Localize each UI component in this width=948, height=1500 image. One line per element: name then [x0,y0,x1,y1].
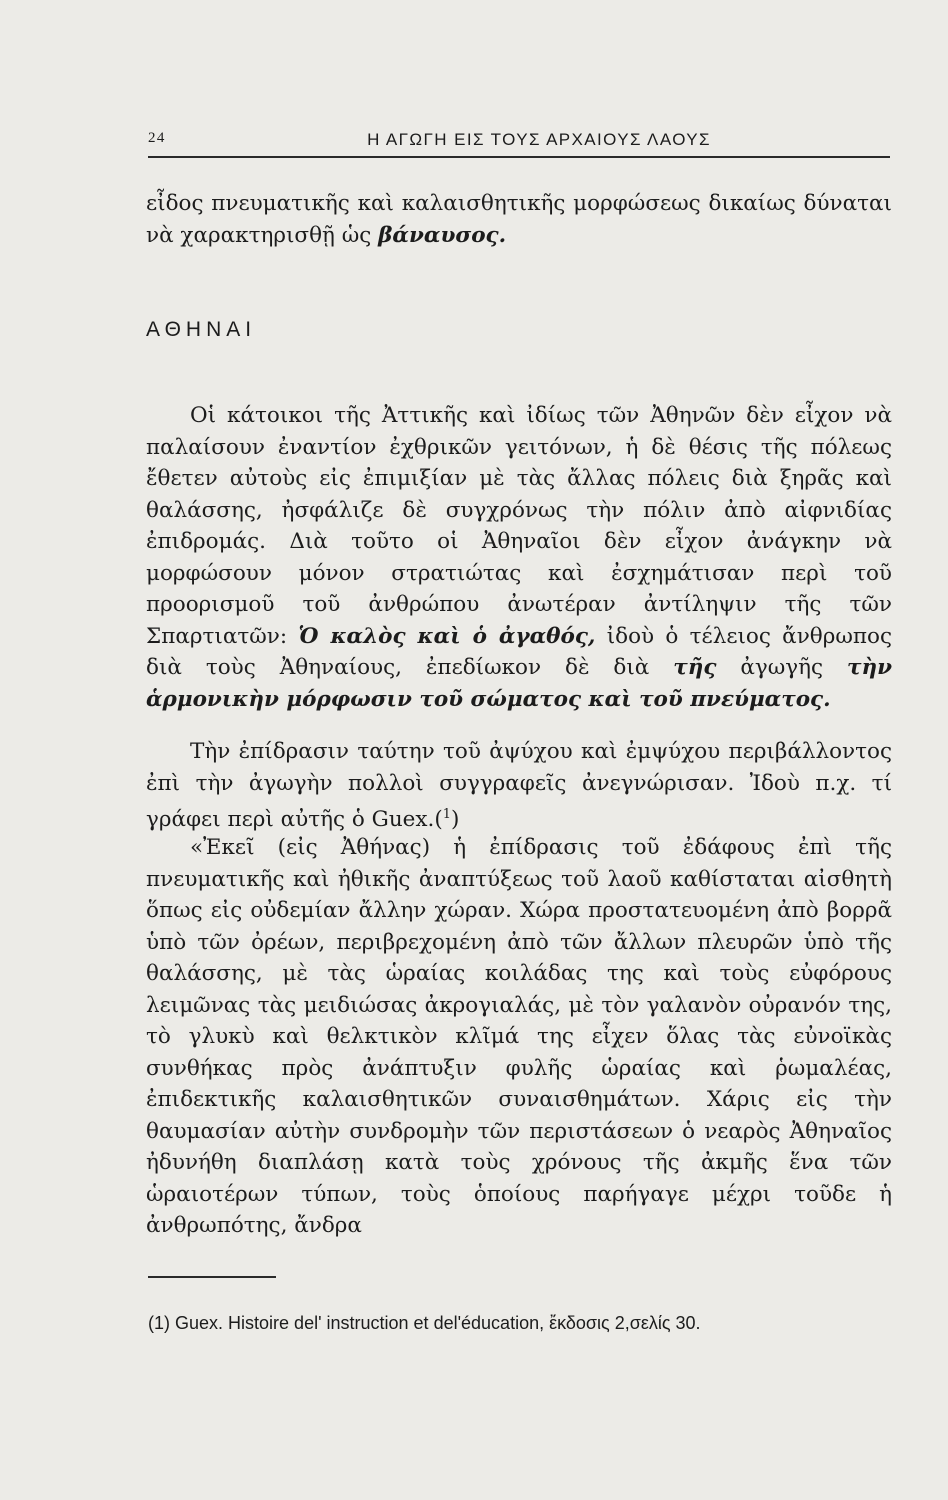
footnote-text: Guex. Histoire del' instruction et del'éducation, ἔκδοσις 2,σελίς 30. [175,1313,701,1333]
paragraph2-text-end: ) [450,807,460,833]
paragraph1-emphasis-a: Ὁ καλὸς καὶ ὁ ἀγαθός, [298,623,596,649]
paragraph1-text-a: Οἱ κάτοικοι τῆς Ἀττικῆς καὶ ἰδίως τῶν Ἀθηνῶν δὲν εἶχον νὰ παλαίσουν ἐναντίον ἐχθρικῶν γειτόνων, ἡ δὲ θέσις τῆς πόλεως ἔθετεν αὐτοὺς εἰς ἐπιμιξίαν μὲ τὰς ἄλλας πόλεις διὰ ξηρᾶς καὶ θαλάσσης, ἠσφάλιζε δὲ συγχρόνως τὴν πόλιν ἀπὸ αἰφνιδίας ἐπιδρομάς. Διὰ τοῦτο οἱ Ἀθηναῖοι δὲν εἶχον ἀνάγκην νὰ μορφώσουν μόνον στρατιώτας καὶ ἐσχημάτισαν περὶ τοῦ προορισμοῦ τοῦ ἀνθρώπου ἀνωτέραν ἀντίληψιν τῆς τῶν Σπαρτιατῶν: [146,403,892,649]
intro-text: εἶδος πνευματικῆς καὶ καλαισθητικῆς μορφώσεως δικαίως δύναται νὰ χαρακτηρισθῇ ὡς [146,191,892,248]
footnote-reference: 1 [442,807,451,822]
paragraph2-text: Τὴν ἐπίδρασιν ταύτην τοῦ ἀψύχου καὶ ἐμψύχου περιβάλλοντος ἐπὶ τὴν ἀγωγὴν πολλοὶ συγγραφεῖς ἀνεγνώρισαν. Ἰδοὺ π.χ. τί γράφει περὶ αὐτῆς ὁ Guex.( [146,739,892,833]
page-header [148,128,890,158]
paragraph1-emphasis-c: τὴν ἁρμονικὴν μόρφωσιν τοῦ σώματος καὶ τοῦ πνεύματος. [146,655,892,712]
paragraph-influence [146,736,892,836]
footnote-marker: (1) [148,1313,170,1333]
intro-emphasis: βάναυσος. [378,222,507,248]
footnote-divider [148,1276,276,1278]
paragraph-athens [146,400,892,715]
running-title: Η ΑΓΩΓΗ ΕΙΣ ΤΟΥΣ ΑΡΧΑΙΟΥΣ ΛΑΟΥΣ [367,130,711,149]
paragraph3-text: «Ἐκεῖ (εἰς Ἀθήνας) ἡ ἐπίδρασις τοῦ ἐδάφους ἐπὶ τῆς πνευματικῆς καὶ ἠθικῆς ἀναπτύξεως τοῦ λαοῦ καθίσταται αἰσθητὴ ὅπως εἰς οὐδεμίαν ἄλλην χώραν. Χώρα προστατευομένη ἀπὸ βορρᾶ ὑπὸ τῶν ὀρέων, περιβρεχομένη ἀπὸ τῶν ἄλλων πλευρῶν ὑπὸ τῆς θαλάσσης, μὲ τὰς ὡραίας κοιλάδας της καὶ τοὺς εὐφόρους λειμῶνας τὰς μειδιώσας ἀκρογιαλάς, μὲ τὸν γαλανὸν οὐρανόν της, τὸ γλυκὺ καὶ θελκτικὸν κλῖμά της εἶχεν ὅλας τὰς εὐνοϊκὰς συνθήκας πρὸς ἀνάπτυξιν φυλῆς ὡραίας καὶ ῥωμαλέας, ἐπιδεκτικῆς καλαισθητικῶν συναισθημάτων. Χάρις εἰς τὴν θαυμασίαν αὐτὴν συνδρομὴν τῶν περιστάσεων ὁ νεαρὸς Ἀθηναῖος ἠδυνήθη διαπλάσῃ κατὰ τοὺς χρόνους τῆς ἀκμῆς ἕνα τῶν ὡραιοτέρων τύπων, τοὺς ὁποίους παρήγαγε μέχρι τοῦδε ἡ ἀνθρωπότης, ἄνδρα [146,835,892,1238]
page-number: 24 [148,130,166,146]
section-heading: ΑΘΗΝΑΙ [146,318,257,341]
intro-paragraph [146,188,892,251]
paragraph1-emphasis-b: τῆς [673,655,717,680]
paragraph1-text-b: ἰδοὺ ὁ τέλειος ἄνθρωπος διὰ τοὺς Ἀθηναίους, ἐπεδίωκον δὲ διὰ [146,623,892,680]
footnote [148,1310,894,1336]
paragraph1-text-c: ἀγωγῆς [716,655,847,680]
paragraph-quote [146,832,892,1242]
